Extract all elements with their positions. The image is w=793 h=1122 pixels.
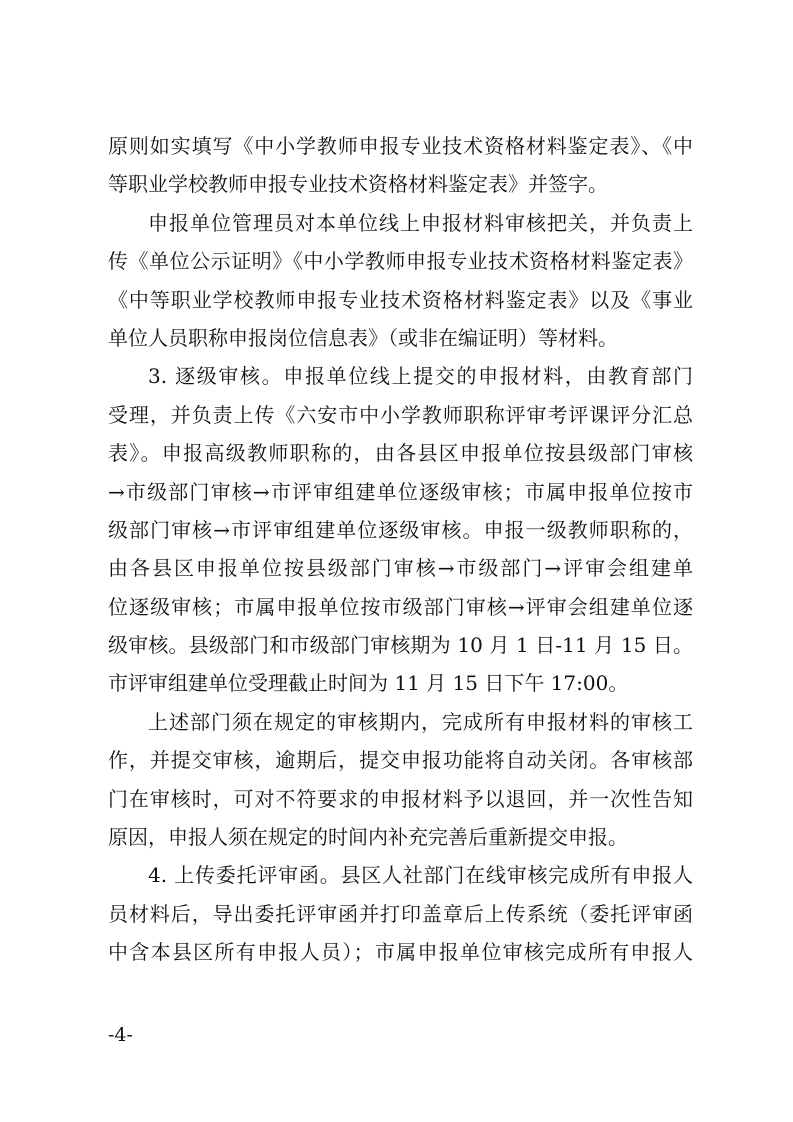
paragraph-line: 级部门审核→市评审组建单位逐级审核。申报一级教师职称的， bbox=[108, 517, 693, 542]
paragraph-line: 4. 上传委托评审函。县区人社部门在线审核完成所有申报人 bbox=[148, 863, 693, 888]
paragraph-line: 单位人员职称申报岗位信息表》（或非在编证明）等材料。 bbox=[108, 325, 618, 350]
paragraph-line: 门在审核时，可对不符要求的申报材料予以退回，并一次性告知 bbox=[108, 786, 693, 811]
paragraph-line: 申报单位管理员对本单位线上申报材料审核把关，并负责上 bbox=[148, 210, 693, 235]
paragraph-line: 市评审组建单位受理截止时间为 11 月 15 日下午 17:00。 bbox=[108, 671, 629, 696]
paragraph-line: 中含本县区所有申报人员）；市属申报单位审核完成所有申报人 bbox=[108, 940, 693, 965]
paragraph-line: 级审核。县级部门和市级部门审核期为 10 月 1 日-11 月 15 日。 bbox=[108, 633, 693, 658]
paragraph-line: 原则如实填写《中小学教师申报专业技术资格材料鉴定表》、《中 bbox=[108, 134, 693, 158]
paragraph-line: 受理，并负责上传《六安市中小学教师职称评审考评课评分汇总 bbox=[108, 402, 693, 427]
paragraph-line: 原因，申报人须在规定的时间内补充完善后重新提交申报。 bbox=[108, 825, 628, 850]
paragraph-line: 上述部门须在规定的审核期内，完成所有申报材料的审核工 bbox=[148, 709, 693, 734]
paragraph-line: 员材料后，导出委托评审函并打印盖章后上传系统（委托评审函 bbox=[108, 901, 693, 926]
paragraph-line: 传《单位公示证明》《中小学教师申报专业技术资格材料鉴定表》 bbox=[108, 249, 693, 274]
document-body bbox=[108, 127, 693, 972]
paragraph-line: 由各县区申报单位按县级部门审核→市级部门→评审会组建单 bbox=[108, 556, 693, 581]
paragraph-line: →市级部门审核→市评审组建单位逐级审核；市属申报单位按市 bbox=[108, 479, 693, 504]
paragraph-line: 3. 逐级审核。申报单位线上提交的申报材料，由教育部门 bbox=[148, 364, 693, 389]
paragraph-line: 表》。申报高级教师职称的，由各县区申报单位按县级部门审核 bbox=[108, 441, 693, 466]
paragraph-line: 作，并提交审核，逾期后，提交申报功能将自动关闭。各审核部 bbox=[108, 748, 693, 773]
paragraph-line: 位逐级审核；市属申报单位按市级部门审核→评审会组建单位逐 bbox=[108, 594, 693, 619]
paragraph-line: 等职业学校教师申报专业技术资格材料鉴定表》并签字。 bbox=[108, 172, 608, 197]
paragraph-line: 《中等职业学校教师申报专业技术资格材料鉴定表》以及《事业 bbox=[108, 287, 693, 312]
page-number: -4- bbox=[108, 1024, 133, 1046]
